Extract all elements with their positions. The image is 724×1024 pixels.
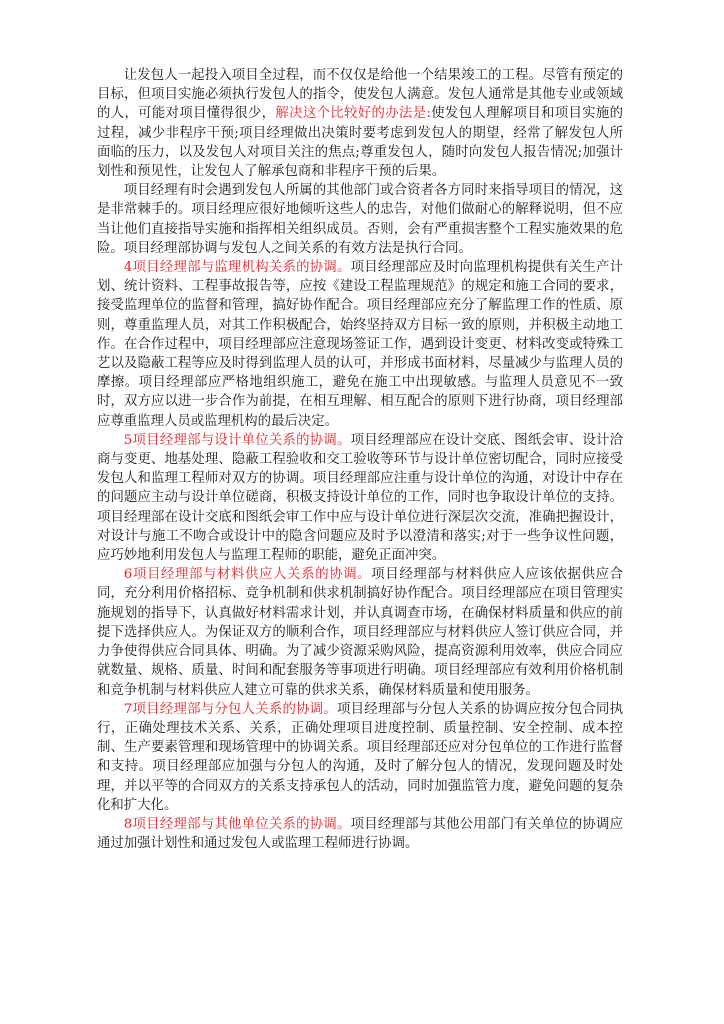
paragraph-text: 使发包人理解项目和项目实施的过程，减少非程序干预;项目经理做出决策时要考虑到发包人的期望，经常了解发包人所面临的压力，以及发包人对项目关注的焦点;尊重发包人，随时向发包人报告情况;加强计划性和预见性，让发包人了解承包商和非程序干预的后果。 — [97, 106, 623, 180]
document-body — [97, 66, 623, 853]
section-heading: 5项目经理部与设计单位关系的协调。 — [123, 432, 351, 448]
highlight-text: 解决这个比较好的办法是: — [275, 106, 431, 122]
paragraph-text: 项目经理部应及时向监理机构提供有关生产计划、统计资料、工程事故报告等，应按《建设工程监理规范》的规定和施工合同的要求，接受监理单位的监督和管理，搞好协作配合。项目经理部应充分了解监理工作的性质、原则，尊重监理人员，对其工作积极配合，始终坚持双方目标一致的原则，并积极主动地工作。在合作过程中，项目经理部应注意现场签证工作，遇到设计变更、材料改变或特殊工艺以及隐蔽工程等应及时得到监理人员的认可，并形成书面材料，尽量减少与监理人员的摩擦。项目经理部应严格地组织施工，避免在施工中出现敏感。与监理人员意见不一致时，双方应以进一步合作为前提，在相互理解、相互配合的原则下进行协商，项目经理部应尊重监理人员或监理机构的最后决定。 — [97, 260, 623, 429]
paragraph-client-involvement — [97, 66, 623, 181]
section-heading: 8项目经理部与其他单位关系的协调。 — [123, 816, 351, 832]
paragraph-text: 项目经理部与材料供应人应该依据供应合同，充分利用价格招标、竞争机制和供求机制搞好协作配合。项目经理部应在项目管理实施规划的指导下，认真做好材料需求计划，并认真调查市场，在确保材料质量和供应的前提下选择供应人。为保证双方的顺利合作，项目经理部应与材料供应人签订供应合同，并力争使得供应合同具体、明确。为了减少资源采购风险，提高资源利用效率，供应合同应就数量、规格、质量、时间和配套服务等事项进行明确。项目经理部应有效利用价格机制和竞争机制与材料供应人建立可靠的供求关系，确保材料质量和使用服务。 — [97, 567, 623, 698]
paragraph-subcontractor-coordination — [97, 700, 623, 815]
paragraph-text: 项目经理部与其他公用部门有关单位的协调应通过加强计划性和通过发包人或监理工程师进行协调。 — [97, 816, 623, 852]
section-heading: 7项目经理部与分包人关系的协调。 — [123, 701, 338, 717]
paragraph-text: 项目经理部应在设计交底、图纸会审、设计洽商与变更、地基处理、隐蔽工程验收和交工验收等环节与设计单位密切配合，同时应接受发包人和监理工程师对双方的协调。项目经理部应注重与设计单位的沟通，对设计中存在的问题应主动与设计单位磋商，积极支持设计单位的工作，同时也争取设计单位的支持。项目经理部在设计交底和图纸会审工作中应与设计单位进行深层次交流，准确把握设计，对设计与施工不吻合或设计中的隐含问题应及时予以澄清和落实;对于一些争议性问题，应巧妙地利用发包人与监理工程师的职能，避免正面冲突。 — [97, 432, 623, 564]
paragraph-client-departments — [97, 181, 623, 258]
paragraph-supervision-coordination — [97, 258, 623, 431]
paragraph-text: 项目经理部与分包人关系的协调应按分包合同执行，正确处理技术关系、关系，正确处理项目进度控制、质量控制、安全控制、成本控制、生产要素管理和现场管理中的协调关系。项目经理部还应对分包单位的工作进行监督和支持。项目经理部应加强与分包人的沟通，及时了解分包人的情况，发现问题及时处理，并以平等的合同双方的关系支持承包人的活动，同时加强监管力度，避免问题的复杂化和扩大化。 — [97, 701, 624, 813]
paragraph-text: 让发包人一起投入项目全过程，而不仅仅是给他一个结果竣工的工程。尽管有预定的目标，但项目实施必须执行发包人的指令，使发包人满意。发包人通常是其他专业或领域的人，可能对项目懂得很少， — [97, 68, 623, 122]
paragraph-other-units-coordination — [97, 815, 623, 853]
section-heading: 4项目经理部与监理机构关系的协调。 — [123, 260, 351, 276]
paragraph-text: 项目经理有时会遇到发包人所属的其他部门或合资者各方同时来指导项目的情况，这是非常棘手的。项目经理应很好地倾听这些人的忠告，对他们做耐心的解释说明，但不应当让他们直接指导实施和指挥相关组织成员。否则，会有严重损害整个工程实施效果的危险。项目经理部协调与发包人之间关系的有效方法是执行合同。 — [97, 183, 623, 256]
paragraph-supplier-coordination — [97, 565, 623, 699]
paragraph-design-coordination — [97, 431, 623, 565]
section-heading: 6项目经理部与材料供应人关系的协调。 — [123, 567, 372, 583]
